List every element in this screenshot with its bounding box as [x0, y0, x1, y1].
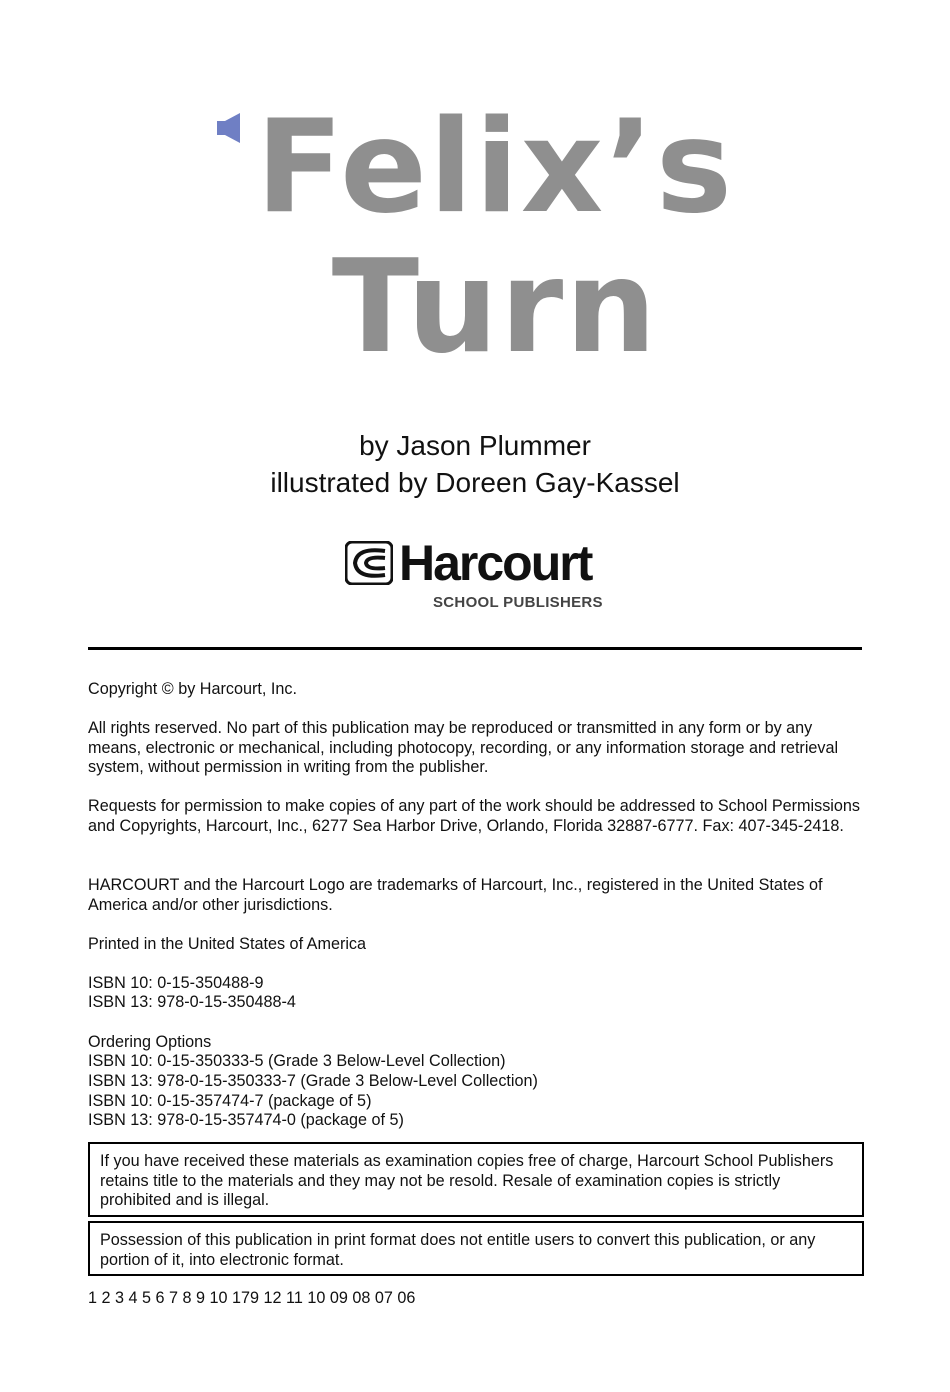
title-line-2: Turn [331, 233, 659, 382]
harcourt-logo-icon [345, 541, 393, 585]
divider [88, 647, 862, 650]
isbn-13: ISBN 13: 978-0-15-350488-4 [88, 993, 296, 1011]
illustrator-credit: illustrated by Doreen Gay-Kassel [270, 467, 680, 498]
printed-in: Printed in the United States of America [88, 935, 367, 953]
rights-statement: All rights reserved. No part of this publication may be reproduced or transmitted in any form or by any means, electronic or mechanical, including photocopy, recording, or any information storage and retrieval system, without permission in writing from the publisher. [88, 719, 839, 777]
print-line: 1 2 3 4 5 6 7 8 9 10 179 12 11 10 09 08 07 06 [88, 1289, 416, 1307]
author-credit: by Jason Plummer [359, 430, 591, 461]
title-line-1: Felix’s [255, 93, 735, 242]
ordering-option: ISBN 13: 978-0-15-350333-7 (Grade 3 Below-Level Collection) [88, 1072, 538, 1090]
ordering-option: ISBN 10: 0-15-357474-7 (package of 5) [88, 1092, 372, 1110]
publisher-name: Harcourt [399, 535, 592, 591]
isbn-10: ISBN 10: 0-15-350488-9 [88, 974, 264, 992]
permission-requests: Requests for permission to make copies of any part of the work should be addressed to School Permissions and Copyrights, Harcourt, Inc., 6277 Sea Harbor Drive, Orlando, Florida 32887-6777. Fax: 407-345-2418. [88, 797, 860, 835]
ordering-option: ISBN 13: 978-0-15-357474-0 (package of 5) [88, 1111, 404, 1129]
publisher-subtitle: SCHOOL PUBLISHERS [433, 594, 603, 611]
examination-copies-notice: If you have received these materials as examination copies free of charge, Harcourt School Publishers retains title to the materials and they may not be resold. Resale of examination copies is strictly prohibited and is illegal. [88, 1142, 864, 1217]
ordering-option: ISBN 10: 0-15-350333-5 (Grade 3 Below-Level Collection) [88, 1052, 506, 1070]
publisher-logo [345, 535, 615, 614]
electronic-format-notice: Possession of this publication in print format does not entitle users to convert this publication, or any portion of it, into electronic format. [88, 1221, 864, 1276]
ordering-heading: Ordering Options [88, 1033, 212, 1051]
trademark-statement: HARCOURT and the Harcourt Logo are trademarks of Harcourt, Inc., registered in the United States of America and/or other jurisdictions. [88, 876, 823, 914]
copyright-notice: Copyright © by Harcourt, Inc. [88, 680, 297, 698]
